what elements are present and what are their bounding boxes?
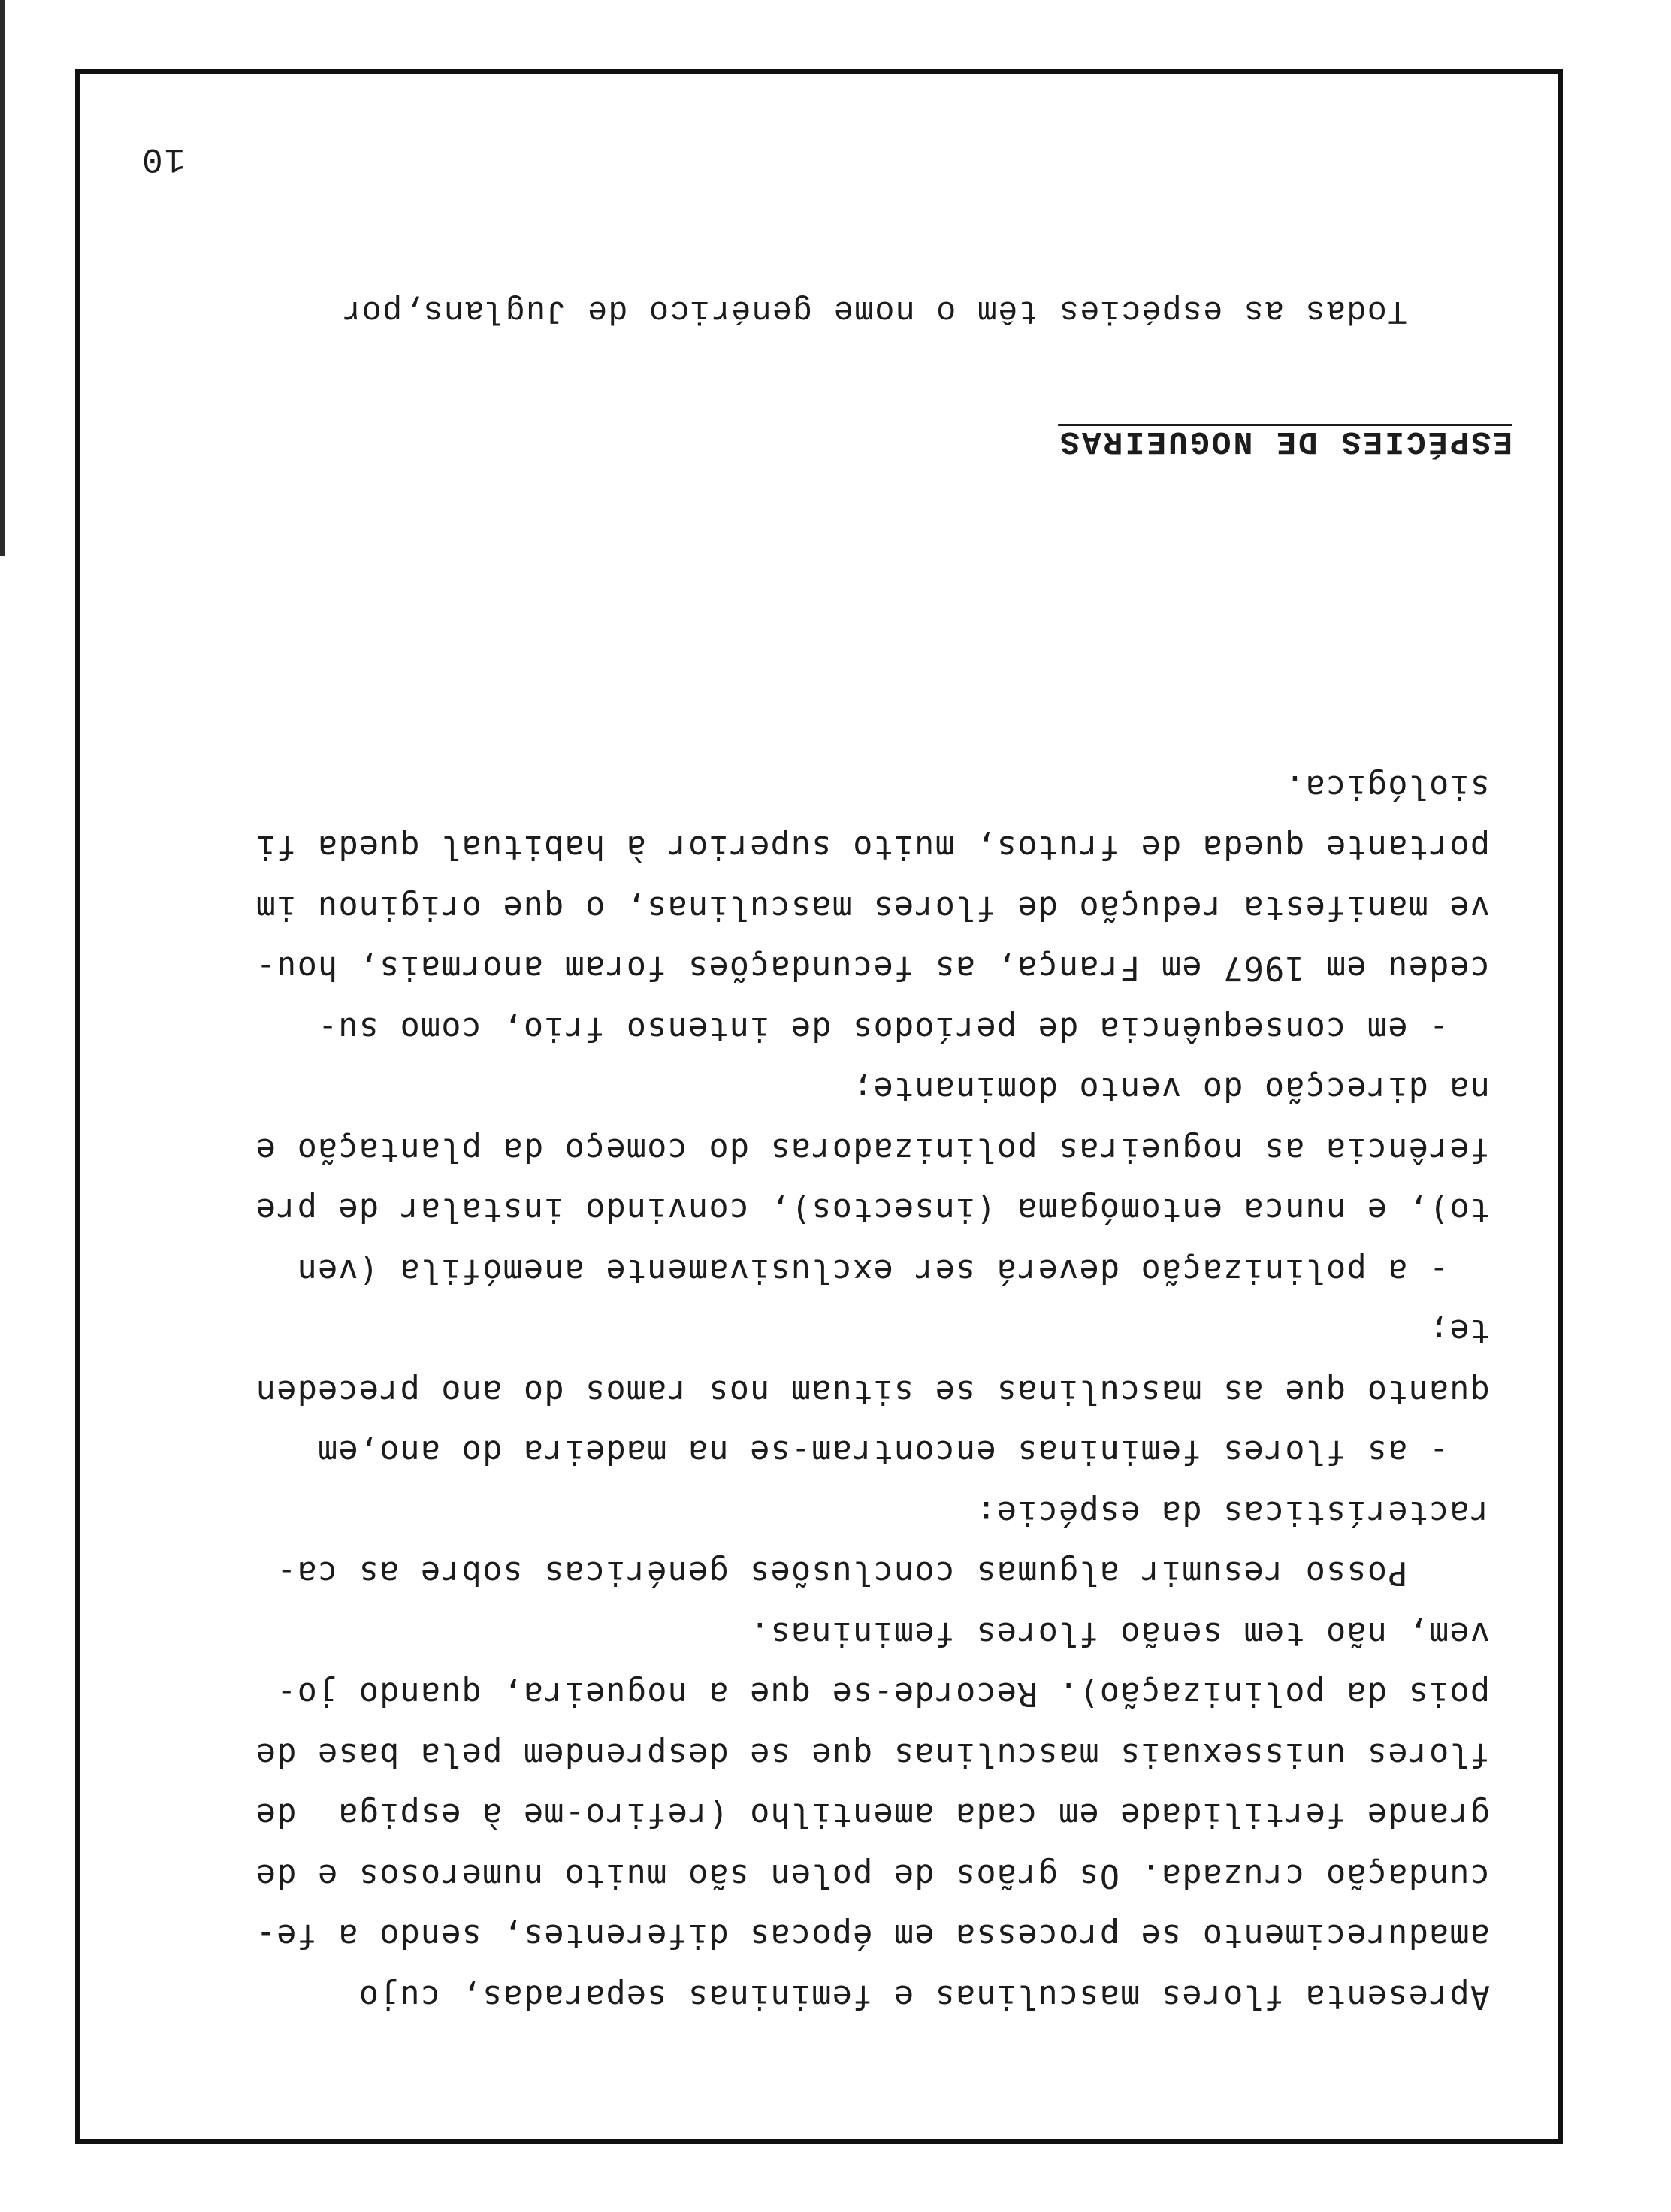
- text-line: te;: [1428, 1312, 1490, 1350]
- text-line: vem, não tem senão flores femininas.: [748, 1615, 1490, 1652]
- page-number: 10: [141, 139, 186, 178]
- text-line: cedeu em 1967 em França, as fecundações foram anormais, hou-: [255, 949, 1490, 987]
- text-line: - as flores femininas encontram-se na madeira do ano,em: [316, 1433, 1490, 1471]
- text-line: to), e nunca entomógama (insectos), convindo instalar de pre: [255, 1191, 1490, 1229]
- text-line: - a polinização deverá ser exclusivamente anemófila (ven: [296, 1252, 1490, 1289]
- scan-edge-shadow: [0, 0, 5, 556]
- text-line: siológica.: [1284, 768, 1490, 805]
- main-paragraph: [137, 757, 1490, 2027]
- document-page: [75, 69, 1563, 2144]
- text-line: - em consequência de períodos de intenso frio, como su-: [316, 1010, 1490, 1047]
- text-line: Apresenta flores masculinas e femininas separadas, cujo: [358, 1978, 1490, 2015]
- text-line: na direcção do vento dominante;: [851, 1070, 1490, 1108]
- section-paragraph-first-line: Todas as espécies têm o nome genérico de Juglans,por: [340, 292, 1407, 328]
- text-line: ve manifesta redução de flores masculinas, o que originou im: [255, 889, 1490, 926]
- text-line: quanto que as masculinas se situam nos ramos do ano preceden: [255, 1373, 1490, 1410]
- text-line: ferência as nogueiras polinizadoras do começo da plantação e: [255, 1131, 1490, 1168]
- typed-sheet-rotated: [80, 74, 1558, 2139]
- text-line: flores unissexuais masculinas que se desprendem pela base de: [255, 1736, 1490, 1773]
- text-line: amadurecimento se processa em épocas diferentes, sendo a fe-: [255, 1917, 1490, 1955]
- text-line: Posso resumir algumas conclusões genéricas sobre as ca-: [276, 1554, 1490, 1592]
- text-line: cundação cruzada. Os grãos de polen são muito numerosos e de: [255, 1857, 1490, 1894]
- text-line: pois da polinização). Recorde-se que a nogueira, quando jo-: [276, 1675, 1490, 1713]
- text-line: grande fertilidade em cada amentilho (refiro-me à espiga de: [255, 1796, 1490, 1834]
- text-line: racterísticas da espécie:: [975, 1494, 1490, 1531]
- text-line: portante queda de frutos, muito superior à habitual queda fi: [255, 828, 1490, 866]
- section-title: ESPÉCIES DE NOGUEIRAS: [1058, 423, 1512, 460]
